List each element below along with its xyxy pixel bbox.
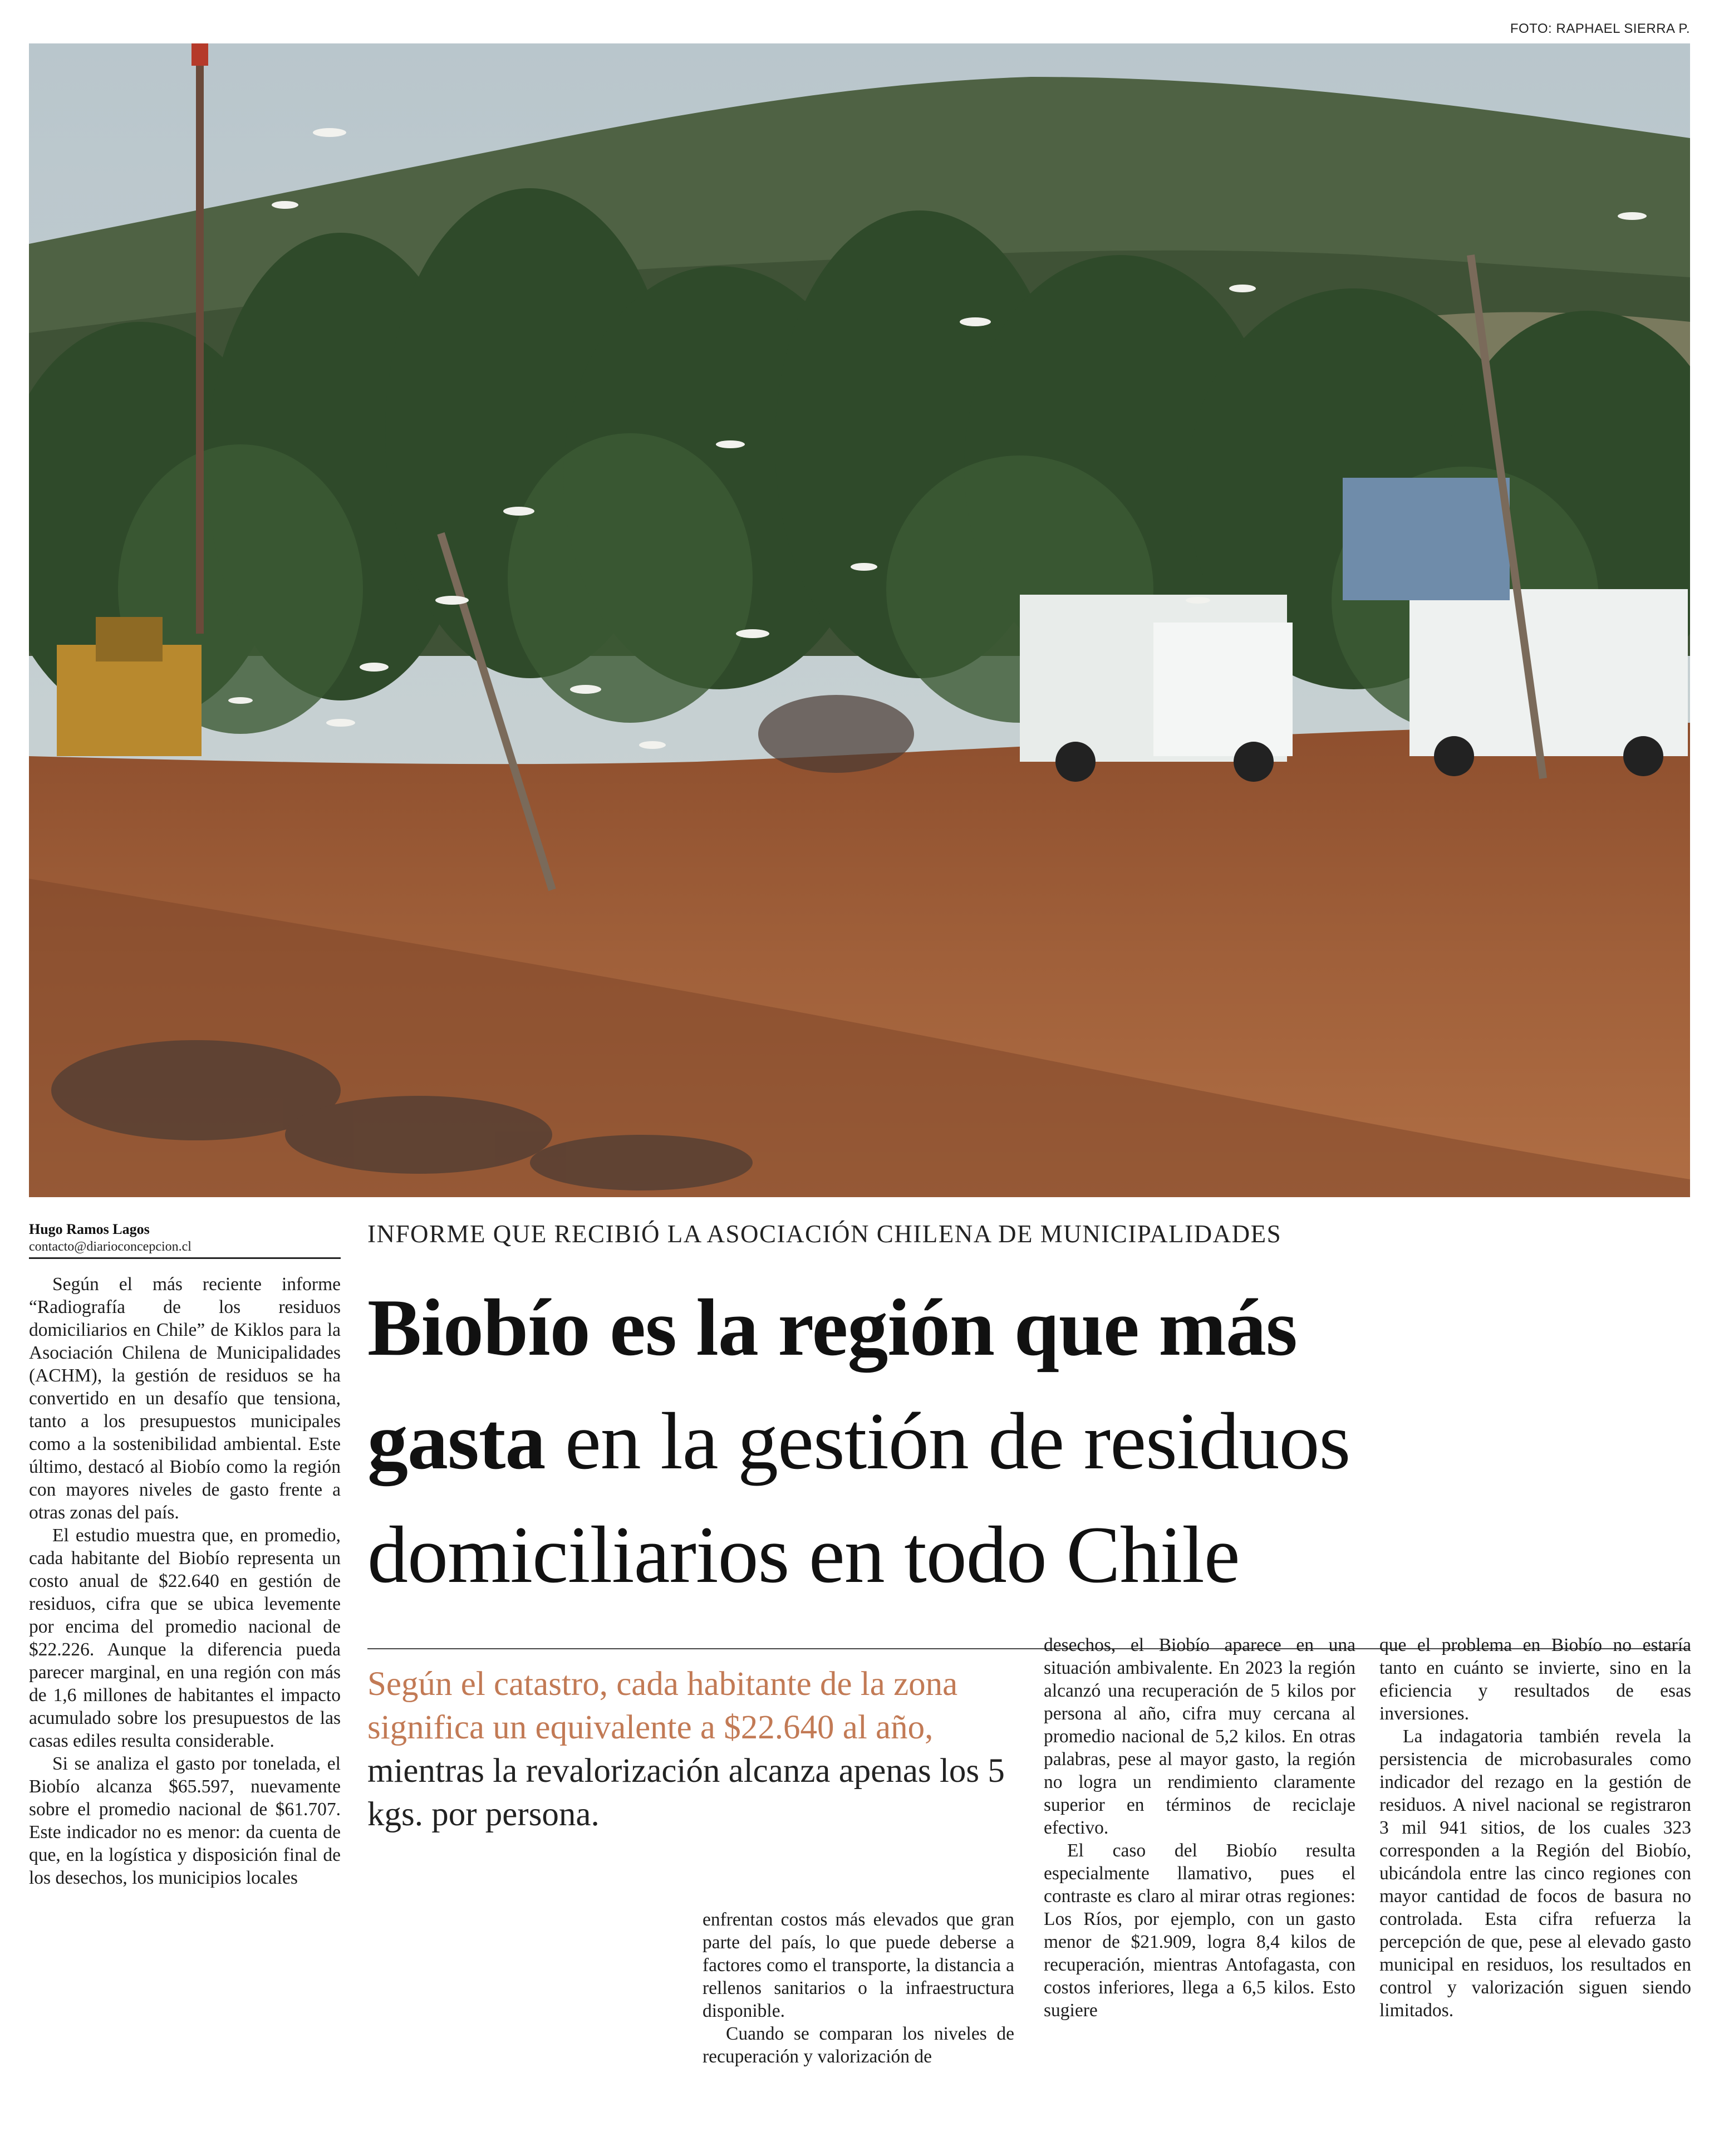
headline-line2-bold: gasta (367, 1396, 546, 1486)
headline (367, 1271, 1703, 1611)
body-column-1 (29, 1273, 341, 1889)
headline-line1: Biobío es la región que más (367, 1282, 1297, 1373)
author-name: Hugo Ramos Lagos (29, 1221, 150, 1237)
kicker: INFORME QUE RECIBIÓ LA ASOCIACIÓN CHILENA DE MUNICIPALIDADES (367, 1220, 1282, 1248)
paragraph: El caso del Biobío resulta especialmente llamativo, pues el contraste es claro al mirar otras regiones: Los Ríos, por ejemplo, con un gasto menor de $21.909, logra 8,4 kilos de recuperación, mientras Antofagasta, con costos inferiores, llega a 6,5 kilos. Esto sugiere (1044, 1840, 1355, 2021)
paragraph: Si se analiza el gasto por tonelada, el Biobío alcanza $65.597, nuevamente sobre el promedio nacional de $61.707. Este indicador no es menor: da cuenta de que, en la logística y disposición final de los desechos, los municipios locales (29, 1753, 341, 1888)
standfirst-accent: Según el catastro, cada habitante de la zona significa un equivalente a $22.640 al año, (367, 1665, 958, 1746)
paragraph: Según el más reciente informe “Radiografía de los residuos domiciliarios en Chile” de Kiklos para la Asociación Chilena de Municipalidades (ACHM), la gestión de residuos se ha convertido en un desafío que tensiona, tanto a los presupuestos municipales como a la sostenibilidad ambiental. Este último, destacó al Biobío como la región con mayores niveles de gasto frente a otras zonas del país. (29, 1274, 341, 1523)
paragraph: que el problema en Biobío no estaría tanto en cuánto se invierte, sino en la eficiencia y resultados de esas inversiones. (1379, 1635, 1691, 1724)
body-column-3 (1044, 1634, 1355, 2022)
author-email[interactable]: contacto@diarioconcepcion.cl (29, 1239, 191, 1254)
byline (29, 1221, 341, 1259)
body-column-2 (703, 1908, 1014, 2068)
headline-line3: domiciliarios en todo Chile (367, 1510, 1240, 1600)
landfill-photo (29, 43, 1690, 1197)
paragraph: Cuando se comparan los niveles de recuperación y valorización de (703, 2023, 1014, 2067)
standfirst-rest: mientras la revalorización alcanza apenas los 5 kgs. por persona. (367, 1752, 1005, 1833)
paragraph: enfrentan costos más elevados que gran parte del país, lo que puede deberse a factores como el transporte, la distancia a rellenos sanitarios o la infraestructura disponible. (703, 1909, 1014, 2021)
byline-rule (29, 1257, 341, 1259)
paragraph: desechos, el Biobío aparece en una situación ambivalente. En 2023 la región alcanzó una recuperación de 5 kilos por persona al año, cifra muy cercana al promedio nacional de 5,2 kilos. En otras palabras, pese al mayor gasto, la región no logra un rendimiento claramente superior en términos de reciclaje efectivo. (1044, 1635, 1355, 1838)
headline-line2-normal: en la gestión de residuos (545, 1396, 1350, 1486)
landfill-photo-illustration (29, 43, 1690, 1197)
photo-credit: FOTO: RAPHAEL SIERRA P. (1510, 21, 1690, 36)
standfirst (367, 1663, 1008, 1836)
body-column-4 (1379, 1634, 1691, 2022)
paragraph: El estudio muestra que, en promedio, cada habitante del Biobío representa un costo anual de $22.640 en gestión de residuos, cifra que se ubica levemente por encima del promedio nacional de $22.226. Aunque la diferencia pueda parecer marginal, en una región con más de 1,6 millones de habitantes el impacto acumulado sobre los presupuestos de las casas ediles resulta considerable. (29, 1525, 341, 1751)
paragraph: La indagatoria también revela la persistencia de microbasurales como indicador del rezago en la gestión de residuos. A nivel nacional se registraron 3 mil 941 sitios, de los cuales 323 corresponden a la Región del Biobío, ubicándola entre las cinco regiones con mayor cantidad de focos de basura no controlada. Esta cifra refuerza la percepción de que, pese al elevado gasto municipal en residuos, los resultados en control y valorización siguen siendo limitados. (1379, 1726, 1691, 2021)
